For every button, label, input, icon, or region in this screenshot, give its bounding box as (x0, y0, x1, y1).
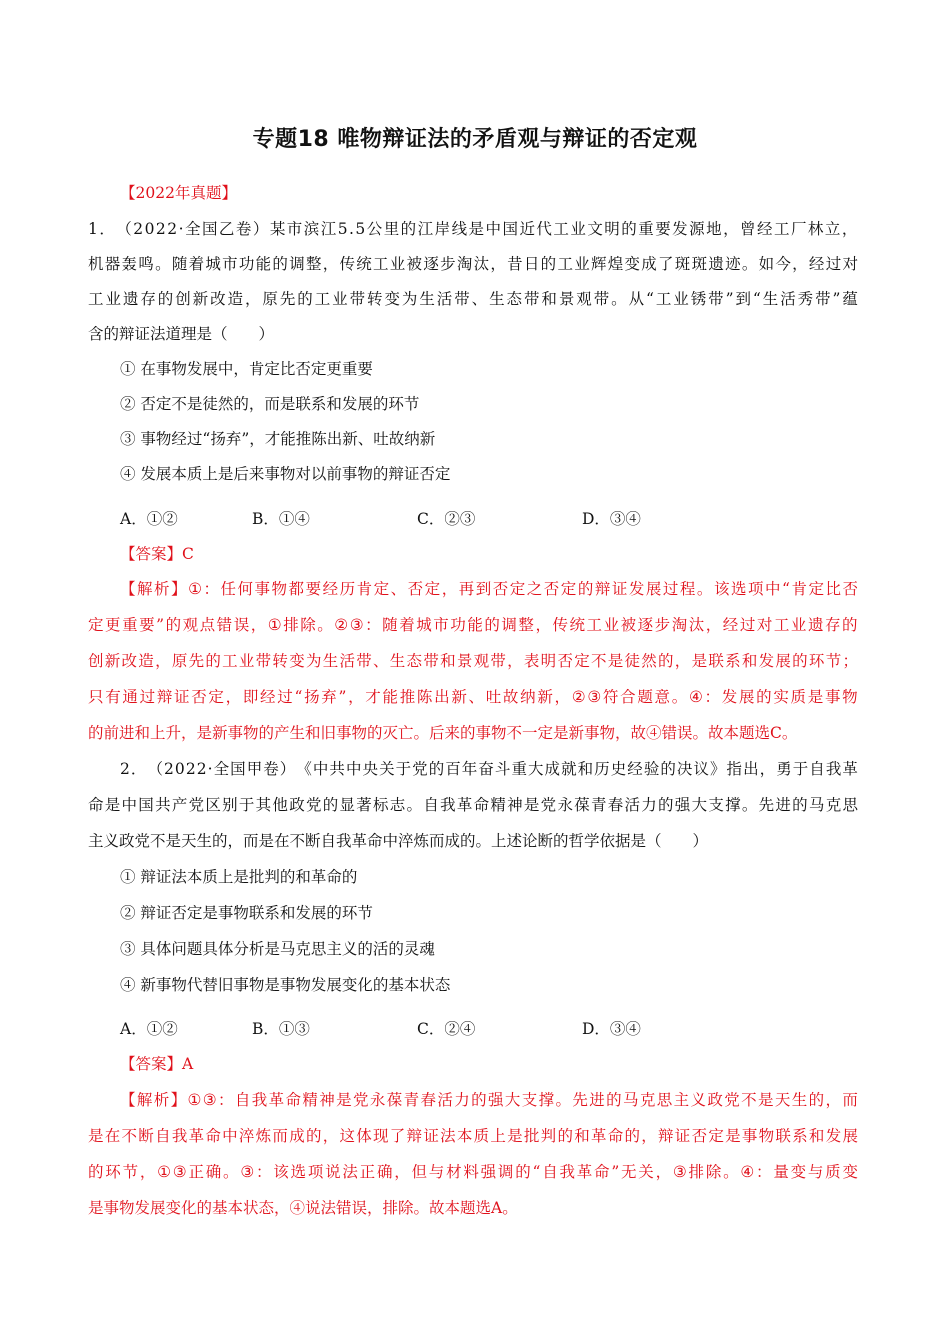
q1-answer: 【答案】C (120, 545, 194, 563)
q2-analysis-line: 的 环 节 ， ① ③ 正 确 。 ③ ： 该 选 项 说 法 正 确 ， 但 与 材 料 强 调 的 “ 自 我 革 命 ” 无 关 ， ③ 排 除 。 ④ ： 量 变 与 质 变 (88, 1163, 858, 1181)
q1-item: ④ 发展本质上是后来事物对以前事物的辩证否定 (120, 465, 451, 483)
page-title: 专题18 唯物辩证法的矛盾观与辩证的否定观 (252, 127, 698, 152)
q2-options (120, 1018, 740, 1040)
section-label: 【2022年真题】 (120, 184, 237, 202)
q1-item: ① 在事物发展中，肯定比否定更重要 (120, 360, 373, 378)
q1-analysis-line: 创 新 改 造 ， 原 先 的 工 业 带 转 变 为 生 活 带 、 生 态 带 和 景 观 带 ， 表 明 否 定 不 是 徒 然 的 ， 是 联 系 和 发 展 的 环 节 ； (88, 652, 858, 670)
q1-option-b: B．①④ (252, 510, 310, 528)
q2-option-b: B．①③ (252, 1020, 310, 1038)
q2-stem-line: 主义政党不是天生的，而是在不断自我革命中淬炼而成的。上述论断的哲学依据是（ ） (88, 832, 709, 850)
q1-stem-line: 机 器 轰 鸣 。 随 着 城 市 功 能 的 调 整 ， 传 统 工 业 被 逐 步 淘 汰 ， 昔 日 的 工 业 辉 煌 变 成 了 斑 斑 遗 迹 。 如 今 ， 经 过 对 (88, 255, 858, 273)
q1-analysis-line: 定 更 重 要 ” 的 观 点 错 误 ， ① 排 除 。 ② ③ ： 随 着 城 市 功 能 的 调 整 ， 传 统 工 业 被 逐 步 淘 汰 ， 经 过 对 工 业 遗 存 的 (88, 616, 858, 634)
q1-stem-line: 含的辩证法道理是（ ） (88, 325, 275, 343)
q1-options (120, 508, 740, 530)
q2-analysis-line: 是事物发展变化的基本状态，④说法错误，排除。故本题选A。 (88, 1199, 518, 1217)
q2-item: ③ 具体问题具体分析是马克思主义的活的灵魂 (120, 940, 435, 958)
q1-option-a: A．①② (120, 510, 178, 528)
q2-option-d: D．③④ (582, 1020, 641, 1038)
q1-option-d: D．③④ (582, 510, 641, 528)
q2-item: ② 辩证否定是事物联系和发展的环节 (120, 904, 373, 922)
q1-analysis-line: 【 解 析 】 ① ： 任 何 事 物 都 要 经 历 肯 定 、 否 定 ， 再 到 否 定 之 否 定 的 辩 证 发 展 过 程 。 该 选 项 中 “ 肯 定 比 否 (120, 580, 858, 598)
q2-analysis-line: 是 在 不 断 自 我 革 命 中 淬 炼 而 成 的 ， 这 体 现 了 辩 证 法 本 质 上 是 批 判 的 和 革 命 的 ， 辩 证 否 定 是 事 物 联 系 和 发 展 (88, 1127, 858, 1145)
q2-stem-line: 命 是 中 国 共 产 党 区 别 于 其 他 政 党 的 显 著 标 志 。 自 我 革 命 精 神 是 党 永 葆 青 春 活 力 的 强 大 支 撑 。 先 进 的 马 克 思 (88, 796, 858, 814)
q1-stem-line: 工 业 遗 存 的 创 新 改 造 ， 原 先 的 工 业 带 转 变 为 生 活 带 、 生 态 带 和 景 观 带 。 从 “ 工 业 锈 带 ” 到 “ 生 活 秀 带 ” 蕴 (88, 290, 858, 308)
q1-analysis-line: 只 有 通 过 辩 证 否 定 ， 即 经 过 “ 扬 弃 ” ， 才 能 推 陈 出 新 、 吐 故 纳 新 ， ② ③ 符 合 题 意 。 ④ ： 发 展 的 实 质 是 事 物 (88, 688, 858, 706)
q1-stem-line: 1 ． （ 2 0 2 2 · 全 国 乙 卷 ） 某 市 滨 江 5 . 5 公 里 的 江 岸 线 是 中 国 近 代 工 业 文 明 的 重 要 发 源 地 ， 曾 经 工 厂 林 立 ， (88, 220, 858, 238)
q1-analysis-line: 的前进和上升，是新事物的产生和旧事物的灭亡。后来的事物不一定是新事物，故④错误。故本题选C。 (88, 724, 798, 742)
q2-option-a: A．①② (120, 1020, 178, 1038)
q2-option-c: C．②④ (417, 1020, 476, 1038)
q1-item: ③ 事物经过“扬弃”，才能推陈出新、吐故纳新 (120, 430, 436, 448)
q2-analysis-line: 【 解 析 】 ① ③ ： 自 我 革 命 精 神 是 党 永 葆 青 春 活 力 的 强 大 支 撑 。 先 进 的 马 克 思 主 义 政 党 不 是 天 生 的 ， 而 (120, 1091, 858, 1109)
q2-answer: 【答案】A (120, 1055, 194, 1073)
q2-item: ① 辩证法本质上是批判的和革命的 (120, 868, 358, 886)
q1-item: ② 否定不是徒然的，而是联系和发展的环节 (120, 395, 420, 413)
q2-item: ④ 新事物代替旧事物是事物发展变化的基本状态 (120, 976, 451, 994)
q2-stem-line: 2 ． （ 2 0 2 2 · 全 国 甲 卷 ） 《 中 共 中 央 关 于 党 的 百 年 奋 斗 重 大 成 就 和 历 史 经 验 的 决 议 》 指 出 ， 勇 于 自 我 革 (120, 760, 858, 778)
q1-option-c: C．②③ (417, 510, 476, 528)
